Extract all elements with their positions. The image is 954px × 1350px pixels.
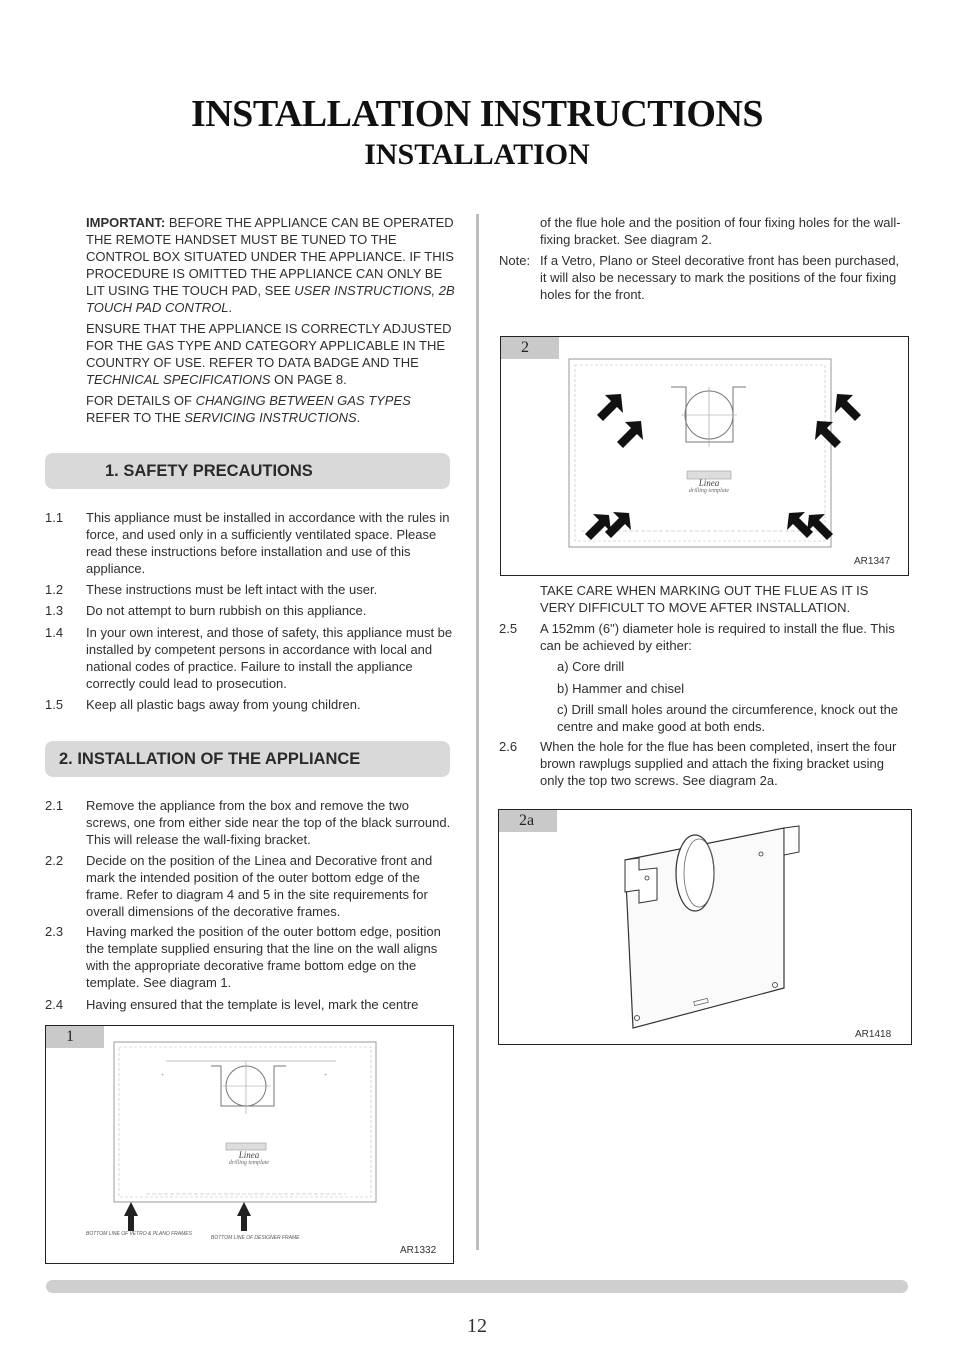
wall-bracket-drawing [499,810,911,1044]
important-paragraph: IMPORTANT: BEFORE THE APPLIANCE CAN BE OPERATED THE REMOTE HANDSET MUST BE TUNED TO THE CONTROL BOX SITUATED UNDER THE APPLIANCE. IF THIS PROCEDURE IS OMITTED THE APPLIANCE CAN ONLY BE LIT USING THE TOUCH PAD, SEE USER INSTRUCTIONS, 2B TOUCH PAD CONTROL. [86,215,455,315]
section1-header [45,453,450,489]
diagram-2 [500,336,909,576]
diagram-1 [45,1025,454,1264]
option-core-drill: a) Core drill [557,659,625,674]
intro-block [86,214,456,430]
caution-text: TAKE CARE WHEN MARKING OUT THE FLUE AS IT IS VERY DIFFICULT TO MOVE AFTER INSTALLATION. [540,583,869,615]
page-title: INSTALLATION INSTRUCTIONS [190,93,764,135]
diagram-2a-tag: 2a [499,810,557,832]
svg-text:+: + [161,1072,165,1077]
diagram-1-brand-sub: drilling template [228,1160,270,1166]
footer-bar [46,1280,908,1293]
diagram-1-code: AR1332 [400,1245,437,1256]
note-label: Note: [499,253,531,268]
diagram-1-brand: Linea [238,1150,260,1160]
diagram-2a [498,809,912,1045]
section1-list: 1.1 This appliance must be installed in accordance with the rules in force, and used only in a sufficiently ventilated space. Please read these instructions before installation and use of this appliance. 1.2 These instructions must be left intact with the user. 1.3 Do not attempt to burn rubbish on this appliance. 1.4 In your own interest, and those of safety, this appliance must be installed by competent persons in accordance with local and national codes of practice. Failure to install the appliance correctly could lead to prosecution. 1.5 Keep all plastic bags away from young children. [45,510,453,712]
details-paragraph: FOR DETAILS OF CHANGING BETWEEN GAS TYPES REFER TO THE SERVICING INSTRUCTIONS. [86,393,411,425]
column-divider [476,214,479,1250]
diagram-2a-code: AR1418 [855,1029,892,1040]
template-marking-drawing [501,337,908,575]
option-hammer-chisel: b) Hammer and chisel [557,681,685,696]
adjust-paragraph: ENSURE THAT THE APPLIANCE IS CORRECTLY ADJUSTED FOR THE GAS TYPE AND CATEGORY APPLICABLE IN THE COUNTRY OF USE. REFER TO DATA BADGE AND THE TECHNICAL SPECIFICATIONS ON PAGE 8. [86,321,452,387]
item-2-6: 2.6 When the hole for the flue has been completed, insert the four brown rawplugs supplied and attach the fixing bracket using only the top two screws. See diagram 2a. [499,739,897,788]
page-number: 12 [467,1315,487,1337]
section2-header [45,741,450,777]
item-2-4-continuation: of the flue hole and the position of four fixing holes for the wall-fixing bracket. See diagram 2. [540,215,901,247]
section1-title: 1. SAFETY PRECAUTIONS [105,462,313,480]
section2-title: 2. INSTALLATION OF THE APPLIANCE [59,750,361,768]
option-drill-holes: c) Drill small holes around the circumference, knock out the centre and make good at both ends. [557,702,899,734]
item-2-5: 2.5 A 152mm (6") diameter hole is required to install the flue. This can be achieved by either: a) Core drill b) Hammer and chisel c) Drill small holes around the circumference, knock out the centre and make good at both ends. [499,620,909,740]
diagram-1-label-right: BOTTOM LINE OF DESIGNER FRAME [211,1235,300,1241]
diagram-2-brand: Linea [698,478,720,488]
section2-list: 2.1 Remove the appliance from the box and remove the two screws, one from either side near the top of the black surround. This will release the wall-fixing bracket. 2.2 Decide on the position of the Linea and Decorative front and mark the intended position of the outer bottom edge of the frame. Refer to diagram 4 and 5 in the site requirements for overall dimensions of the decorative frames. 2.3 Having marked the position of the outer bottom edge, position the template supplied ensuring that the line on the wall aligns with the appropriate decorative frame bottom edge on the template. See diagram 1. 2.4 Having ensured that the template is level, mark the centre [45,798,451,1012]
diagram-2-code: AR1347 [854,556,891,567]
svg-text:+: + [324,1072,328,1077]
diagram-2-brand-sub: drilling template [688,488,730,494]
drilling-template-drawing [46,1026,453,1263]
diagram-1-label-left: BOTTOM LINE OF VETRO & PLANO FRAMES [86,1231,192,1237]
page-subtitle: INSTALLATION [364,138,590,171]
important-label: IMPORTANT: [86,215,166,230]
diagram-2-tag: 2 [501,337,559,359]
diagram-1-tag: 1 [46,1026,104,1048]
